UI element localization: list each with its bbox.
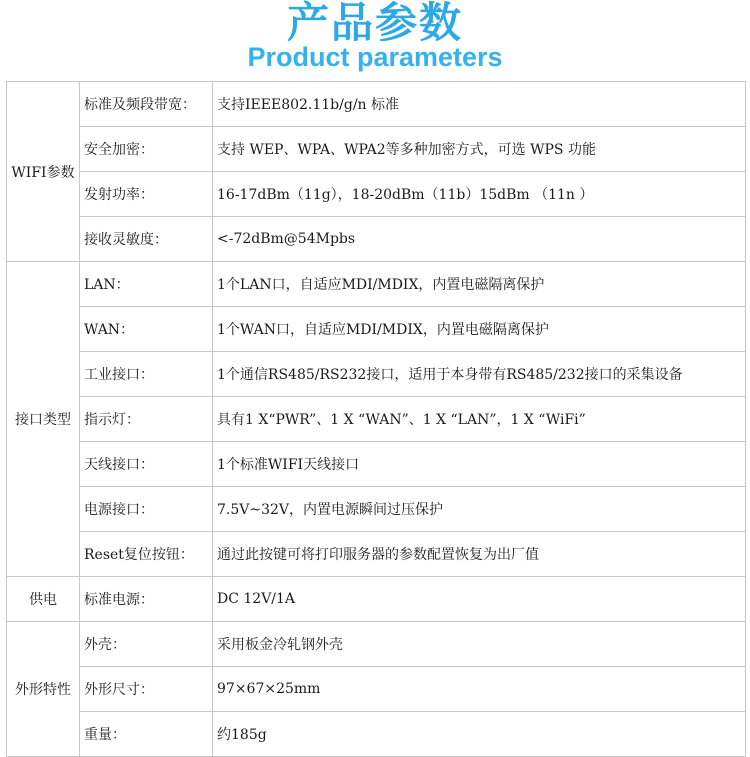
- table-row: [7, 352, 746, 397]
- param-label: 外壳：: [80, 622, 213, 667]
- param-label: 标准电源：: [80, 577, 213, 622]
- param-value: 约185g: [213, 712, 746, 757]
- table-row: [7, 622, 746, 667]
- param-label: 标准及频段带宽：: [80, 82, 213, 127]
- table-row: [7, 127, 746, 172]
- table-row: [7, 307, 746, 352]
- table-row: [7, 532, 746, 577]
- param-label: 天线接口：: [80, 442, 213, 487]
- param-value: 1个WAN口，自适应MDI/MDIX，内置电磁隔离保护: [213, 307, 746, 352]
- param-value: 1个通信RS485/RS232接口，适用于本身带有RS485/232接口的采集设备: [213, 352, 746, 397]
- category-cell: 外形特性: [7, 622, 80, 757]
- param-label: 电源接口：: [80, 487, 213, 532]
- param-value: <-72dBm@54Mpbs: [213, 217, 746, 262]
- param-label: 安全加密：: [80, 127, 213, 172]
- category-cell: 供电: [7, 577, 80, 622]
- param-value: DC 12V/1A: [213, 577, 746, 622]
- table-row: [7, 262, 746, 307]
- table-row: [7, 667, 746, 712]
- param-label: 外形尺寸：: [80, 667, 213, 712]
- param-value: 16-17dBm（11g），18-20dBm（11b）15dBm （11n ）: [213, 172, 746, 217]
- param-label: Reset复位按钮：: [80, 532, 213, 577]
- param-label: 工业接口：: [80, 352, 213, 397]
- param-value: 97×67×25mm: [213, 667, 746, 712]
- param-value: 具有1 X“PWR”、1 X “WAN”、1 X “LAN”，1 X “WiFi”: [213, 397, 746, 442]
- table-row: [7, 397, 746, 442]
- page-subtitle: Product parameters: [247, 42, 503, 72]
- param-label: WAN：: [80, 307, 213, 352]
- param-value: 支持IEEE802.11b/g/n 标准: [213, 82, 746, 127]
- param-value: 1个LAN口，自适应MDI/MDIX，内置电磁隔离保护: [213, 262, 746, 307]
- table-row: [7, 487, 746, 532]
- param-label: 重量：: [80, 712, 213, 757]
- param-label: LAN：: [80, 262, 213, 307]
- table-row: [7, 712, 746, 757]
- page-title: 产品参数: [286, 0, 463, 47]
- param-value: 支持 WEP、WPA、WPA2等多种加密方式，可选 WPS 功能: [213, 127, 746, 172]
- param-value: 采用板金冷轧钢外壳: [213, 622, 746, 667]
- table-row: [7, 442, 746, 487]
- param-value: 通过此按键可将打印服务器的参数配置恢复为出厂值: [213, 532, 746, 577]
- param-label: 指示灯：: [80, 397, 213, 442]
- category-cell: WIFI参数: [7, 82, 80, 262]
- page-header: [0, 0, 750, 80]
- table-row: [7, 82, 746, 127]
- spec-table: [6, 81, 746, 757]
- param-label: 发射功率：: [80, 172, 213, 217]
- table-row: [7, 172, 746, 217]
- category-cell: 接口类型: [7, 262, 80, 577]
- table-row: [7, 577, 746, 622]
- param-value: 7.5V~32V，内置电源瞬间过压保护: [213, 487, 746, 532]
- table-row: [7, 217, 746, 262]
- param-value: 1个标准WIFI天线接口: [213, 442, 746, 487]
- param-label: 接收灵敏度：: [80, 217, 213, 262]
